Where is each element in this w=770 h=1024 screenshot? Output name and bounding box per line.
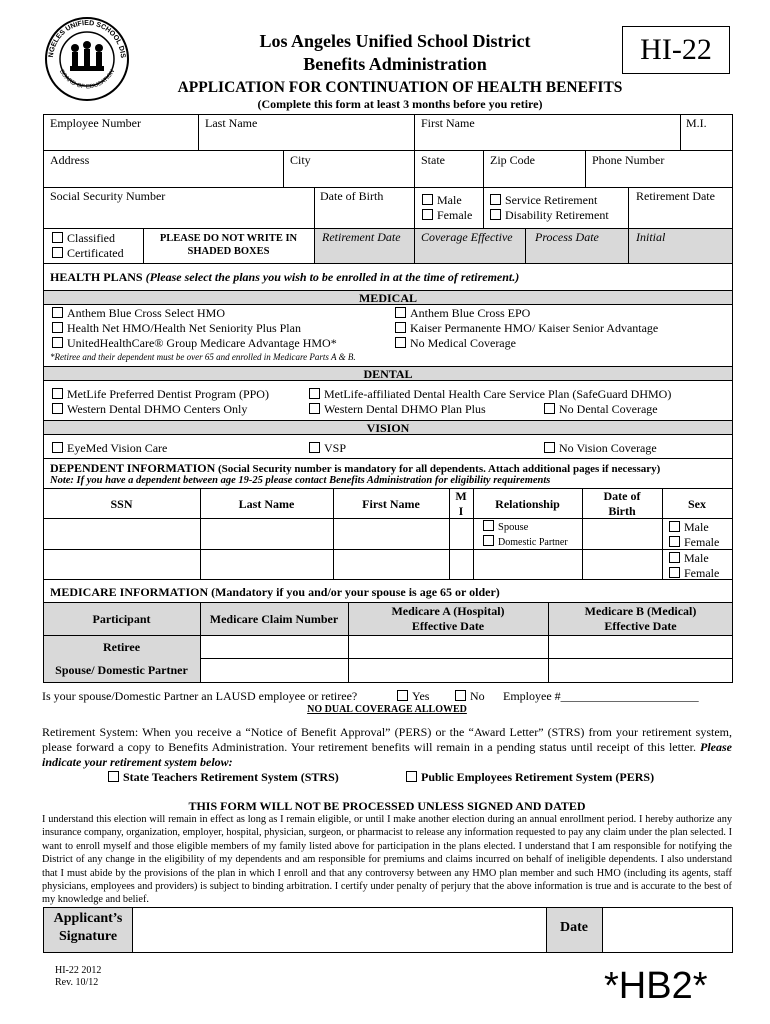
seal-text-bottom: BOARD OF EDUCATION bbox=[57, 68, 117, 91]
city-field[interactable] bbox=[290, 168, 410, 184]
form-id-box: HI-22 bbox=[622, 26, 730, 74]
col-mi-top: M bbox=[455, 489, 467, 503]
plan-label: Health Net HMO/Health Net Seniority Plus Plan bbox=[67, 321, 301, 335]
footer-revision: Rev. 10/12 bbox=[55, 977, 99, 988]
shaded-boxes-notice: SHADED BOXES bbox=[187, 246, 270, 257]
medical-plan-health-net[interactable] bbox=[52, 321, 301, 336]
option-label: Yes bbox=[412, 689, 430, 703]
checkbox[interactable] bbox=[669, 521, 680, 532]
address-label: Address bbox=[50, 153, 90, 167]
disability-retirement-checkbox[interactable] bbox=[490, 209, 501, 220]
vision-plan-eyemed[interactable] bbox=[52, 441, 167, 456]
checkbox[interactable] bbox=[395, 337, 406, 348]
col-dob-top: Date of bbox=[603, 489, 641, 503]
plan-label: Western Dental DHMO Centers Only bbox=[67, 402, 248, 416]
strs-option[interactable] bbox=[108, 770, 339, 785]
dependent1-domestic-partner-option[interactable] bbox=[483, 535, 568, 548]
dental-plan-western-centers[interactable] bbox=[52, 402, 247, 417]
checkbox[interactable] bbox=[52, 307, 63, 318]
col-claim-number: Medicare Claim Number bbox=[209, 612, 339, 626]
col-medicare-b-top: Medicare B (Medical) bbox=[584, 604, 697, 618]
classified-option[interactable] bbox=[52, 231, 115, 246]
retirement-date-label: Retirement Date bbox=[636, 189, 715, 203]
vision-plan-none[interactable] bbox=[544, 441, 657, 456]
svg-text:BOARD OF EDUCATION bbox=[58, 69, 116, 90]
employee-number-field[interactable] bbox=[50, 131, 194, 147]
row-spouse: Spouse/ Domestic Partner bbox=[55, 663, 188, 677]
col-medicare-a-top: Medicare A (Hospital) bbox=[391, 604, 505, 618]
vision-header: VISION bbox=[44, 420, 732, 435]
dental-plan-none[interactable] bbox=[544, 402, 658, 417]
checkbox[interactable] bbox=[669, 567, 680, 578]
dependent1-female-option[interactable] bbox=[669, 535, 719, 550]
medical-plan-unitedhealthcare[interactable] bbox=[52, 336, 337, 351]
office-initial: Initial bbox=[636, 230, 666, 244]
employee-number-label: Employee Number bbox=[50, 116, 141, 130]
checkbox[interactable] bbox=[544, 442, 555, 453]
mi-label: M.I. bbox=[686, 116, 707, 130]
male-text: Male bbox=[437, 193, 462, 207]
dob-field[interactable] bbox=[320, 206, 410, 224]
zip-field[interactable] bbox=[490, 168, 582, 184]
last-name-label: Last Name bbox=[205, 116, 258, 130]
service-retirement-option[interactable] bbox=[490, 193, 597, 208]
signature-warning: THIS FORM WILL NOT BE PROCESSED UNLESS SIGNED AND DATED bbox=[188, 799, 586, 813]
dental-header: DENTAL bbox=[44, 366, 732, 381]
service-retirement-checkbox[interactable] bbox=[490, 194, 501, 205]
date-field[interactable] bbox=[606, 910, 730, 950]
checkbox[interactable] bbox=[52, 403, 63, 414]
checkbox[interactable] bbox=[108, 771, 119, 782]
col-participant: Participant bbox=[92, 612, 151, 626]
mi-field[interactable] bbox=[686, 131, 730, 147]
certification-text: I understand this election will remain in effect as long as I remain eligible, or until I make another election during an annual enrollment period. I hereby authorize any insurance company, organization, employer, hospital, physician, surgeon, or pharmacist to release any information requested to pay any claim under the plan selected. I want to enroll myself and those eligible members of my family listed above for participation in the plans elected. I understand that I am responsible for notifying the District of any change in the eligibility of my dependents and am responsible for premiums and claims incurred on behalf of ineligible dependents. I also understand that I must abide by the provisions of the plan in which I enroll and that any controversy between any HMO plan member and such HMO (including its agents, staff physicians, employees and providers) is subject to binding arbitration. I certify under penalty of perjury that the above information is true and is accurate to the best of my knowledge and belief. bbox=[42, 814, 732, 906]
lausd-yes-option[interactable] bbox=[397, 689, 429, 704]
footer-form-code: HI-22 2012 bbox=[55, 965, 102, 976]
checkbox[interactable] bbox=[395, 307, 406, 318]
col-sex: Sex bbox=[688, 497, 706, 511]
dental-plan-metlife-ppo[interactable] bbox=[52, 387, 269, 402]
male-checkbox[interactable] bbox=[422, 194, 433, 205]
ssn-field[interactable] bbox=[50, 206, 310, 224]
checkbox[interactable] bbox=[406, 771, 417, 782]
plan-label: MetLife-affiliated Dental Health Care Service Plan (SafeGuard DHMO) bbox=[324, 387, 672, 401]
checkbox[interactable] bbox=[669, 552, 680, 563]
col-dob-bottom: Birth bbox=[608, 504, 636, 518]
dependent-heading bbox=[50, 461, 660, 476]
plan-label: No Vision Coverage bbox=[559, 441, 657, 455]
col-medicare-a-bottom: Effective Date bbox=[411, 619, 485, 633]
medical-header: MEDICAL bbox=[44, 290, 732, 305]
option-label: Female bbox=[684, 566, 720, 580]
medical-plan-anthem-epo[interactable] bbox=[395, 306, 530, 321]
checkbox[interactable] bbox=[52, 322, 63, 333]
department-name: Benefits Administration bbox=[303, 54, 487, 74]
city-label: City bbox=[290, 153, 311, 167]
male-option[interactable] bbox=[422, 193, 462, 208]
dependent1-spouse-option[interactable] bbox=[483, 520, 528, 533]
date-label: Date bbox=[560, 920, 588, 935]
dependent-title: DEPENDENT INFORMATION bbox=[50, 461, 216, 475]
medicare-heading: MEDICARE INFORMATION (Mandatory if you and/or your spouse is age 65 or older) bbox=[50, 585, 500, 599]
retirement-system-indicate: Please indicate your retirement system below: bbox=[42, 740, 733, 769]
row-retiree: Retiree bbox=[102, 640, 141, 654]
plan-label: No Dental Coverage bbox=[559, 402, 658, 416]
no-dual-coverage: NO DUAL COVERAGE ALLOWED bbox=[307, 704, 467, 715]
vision-plan-vsp[interactable] bbox=[309, 441, 346, 456]
zip-label: Zip Code bbox=[490, 153, 535, 167]
dental-plan-western-plus[interactable] bbox=[309, 402, 486, 417]
checkbox[interactable] bbox=[397, 690, 408, 701]
district-name: Los Angeles Unified School District bbox=[259, 31, 531, 51]
dental-plan-safeguard[interactable] bbox=[309, 387, 671, 402]
certificated-text: Certificated bbox=[67, 246, 124, 260]
checkbox[interactable] bbox=[52, 442, 63, 453]
office-coverage-effective: Coverage Effective bbox=[421, 230, 513, 244]
option-label: Spouse bbox=[498, 522, 529, 533]
ssn-label: Social Security Number bbox=[50, 189, 166, 203]
phone-label: Phone Number bbox=[592, 153, 665, 167]
certificated-option[interactable] bbox=[52, 246, 124, 261]
checkbox[interactable] bbox=[483, 520, 494, 531]
form-instruction: (Complete this form at least 3 months before you retire) bbox=[257, 97, 543, 111]
plan-label: Kaiser Permanente HMO/ Kaiser Senior Advantage bbox=[410, 321, 659, 335]
checkbox[interactable] bbox=[395, 322, 406, 333]
option-label: State Teachers Retirement System (STRS) bbox=[123, 770, 339, 784]
option-label: Public Employees Retirement System (PERS) bbox=[421, 770, 655, 784]
checkbox[interactable] bbox=[52, 337, 63, 348]
seal-text-top: NGELES UNIFIED SCHOOL DIS bbox=[47, 19, 127, 59]
lausd-question: Is your spouse/Domestic Partner an LAUSD employee or retiree? bbox=[42, 689, 358, 703]
certificated-checkbox[interactable] bbox=[52, 247, 63, 258]
disability-retirement-text: Disability Retirement bbox=[505, 208, 609, 222]
checkbox[interactable] bbox=[309, 442, 320, 453]
state-label: State bbox=[421, 153, 445, 167]
medical-footnote: *Retiree and their dependent must be over 65 and enrolled in Medicare Parts A & B. bbox=[50, 352, 356, 362]
option-label: Female bbox=[684, 535, 720, 549]
classified-checkbox[interactable] bbox=[52, 232, 63, 243]
barcode-text: *HB2* bbox=[604, 965, 708, 1007]
plan-label: MetLife Preferred Dentist Program (PPO) bbox=[67, 387, 269, 401]
col-first-name: First Name bbox=[362, 497, 420, 511]
option-label: Male bbox=[684, 520, 709, 534]
col-last-name: Last Name bbox=[238, 497, 295, 511]
col-relationship: Relationship bbox=[495, 497, 560, 511]
dependent2-male-option[interactable] bbox=[669, 551, 709, 566]
dob-label: Date of Birth bbox=[320, 189, 384, 203]
female-checkbox[interactable] bbox=[422, 209, 433, 220]
medical-plan-kaiser[interactable] bbox=[395, 321, 658, 336]
medical-plan-anthem-select[interactable] bbox=[52, 306, 225, 321]
classified-text: Classified bbox=[67, 231, 115, 245]
service-retirement-text: Service Retirement bbox=[505, 193, 598, 207]
dependent1-male-option[interactable] bbox=[669, 520, 709, 535]
checkbox[interactable] bbox=[669, 536, 680, 547]
retirement-system-paragraph bbox=[42, 725, 732, 770]
plan-label: EyeMed Vision Care bbox=[67, 441, 168, 455]
pers-option[interactable] bbox=[406, 770, 654, 785]
checkbox[interactable] bbox=[483, 535, 494, 546]
office-retirement-date: Retirement Date bbox=[322, 230, 401, 244]
col-mi-bottom: I bbox=[458, 504, 464, 518]
col-medicare-b-bottom: Effective Date bbox=[604, 619, 677, 633]
health-plans-heading bbox=[50, 270, 519, 285]
applicant-label-top: Applicant’s bbox=[53, 911, 123, 926]
first-name-field[interactable] bbox=[421, 131, 676, 147]
plan-label: VSP bbox=[324, 441, 347, 455]
state-field[interactable] bbox=[421, 168, 479, 184]
do-not-write-notice: PLEASE DO NOT WRITE IN bbox=[159, 233, 298, 244]
option-label: Domestic Partner bbox=[498, 537, 568, 548]
first-name-label: First Name bbox=[421, 116, 475, 130]
option-label: No bbox=[470, 689, 485, 703]
plan-label: Anthem Blue Cross Select HMO bbox=[67, 306, 225, 320]
health-plans-note: (Please select the plans you wish to be enrolled in at the time of retirement.) bbox=[145, 270, 520, 284]
disability-retirement-option[interactable] bbox=[490, 208, 609, 223]
signature-field[interactable] bbox=[136, 910, 542, 950]
checkbox[interactable] bbox=[455, 690, 466, 701]
col-ssn: SSN bbox=[110, 497, 133, 511]
checkbox[interactable] bbox=[309, 403, 320, 414]
medical-plan-none[interactable] bbox=[395, 336, 516, 351]
checkbox[interactable] bbox=[309, 388, 320, 399]
phone-field[interactable] bbox=[592, 168, 728, 184]
applicant-label-bottom: Signature bbox=[58, 929, 118, 944]
retirement-system-text: Retirement System: When you receive a “Notice of Benefit Approval” (PERS) or the “Award Letter” (STRS) from your retirement system, please forward a copy to Benefits Administration. Your retirement benefits will remain in a pending status until receipt of this letter. bbox=[42, 725, 732, 754]
plan-label: Anthem Blue Cross EPO bbox=[410, 306, 531, 320]
health-plans-title: HEALTH PLANS bbox=[50, 270, 143, 284]
employee-number-line[interactable]: Employee #_______________________ bbox=[503, 689, 699, 703]
plan-label: UnitedHealthCare® Group Medicare Advantage HMO* bbox=[67, 336, 337, 350]
retirement-date-field[interactable] bbox=[636, 206, 730, 224]
last-name-field[interactable] bbox=[205, 131, 410, 147]
checkbox[interactable] bbox=[52, 388, 63, 399]
address-field[interactable] bbox=[50, 168, 280, 184]
form-title: APPLICATION FOR CONTINUATION OF HEALTH BENEFITS bbox=[177, 79, 623, 96]
dependent-note: Note: If you have a dependent between age 19-25 please contact Benefits Administration for eligibility requirements bbox=[50, 475, 551, 486]
female-option[interactable] bbox=[422, 208, 472, 223]
option-label: Male bbox=[684, 551, 709, 565]
plan-label: Western Dental DHMO Plan Plus bbox=[324, 402, 486, 416]
checkbox[interactable] bbox=[544, 403, 555, 414]
female-text: Female bbox=[437, 208, 473, 222]
lausd-no-option[interactable] bbox=[455, 689, 485, 704]
office-process-date: Process Date bbox=[535, 230, 599, 244]
district-seal bbox=[44, 16, 130, 102]
plan-label: No Medical Coverage bbox=[410, 336, 516, 350]
dependent-heading-note: (Social Security number is mandatory for all dependents. Attach additional pages if necessary) bbox=[217, 463, 661, 475]
